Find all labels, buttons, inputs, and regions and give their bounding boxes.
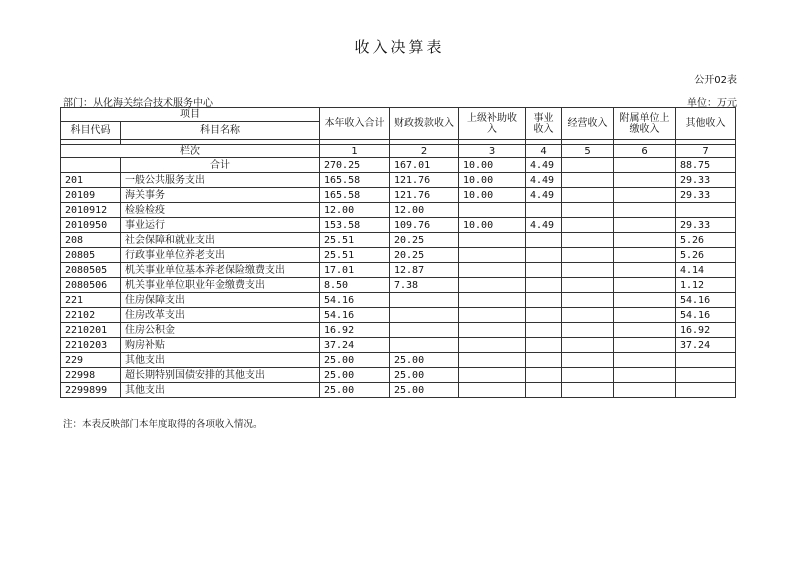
header-other: 其他收入 <box>676 108 736 140</box>
cell-operating <box>562 293 614 308</box>
cell-other: 54.16 <box>676 293 736 308</box>
cell-business <box>526 263 562 278</box>
cell-superior <box>459 308 526 323</box>
cell-name: 超长期特别国债安排的其他支出 <box>121 368 320 383</box>
cell-fiscal: 12.00 <box>390 203 459 218</box>
cell-business: 4.49 <box>526 173 562 188</box>
header-project: 项目 <box>61 108 320 122</box>
cell-code: 2010950 <box>61 218 121 233</box>
cell-code: 20109 <box>61 188 121 203</box>
cell-affiliate <box>614 323 676 338</box>
header-operating: 经营收入 <box>562 108 614 140</box>
cell-fiscal: 25.00 <box>390 368 459 383</box>
cell-affiliate <box>614 188 676 203</box>
cell-business: 4.49 <box>526 218 562 233</box>
cell-name: 事业运行 <box>121 218 320 233</box>
cell-superior: 10.00 <box>459 158 526 173</box>
form-code: 公开02表 <box>694 75 737 86</box>
cell-operating <box>562 338 614 353</box>
cell-superior <box>459 323 526 338</box>
cell-fiscal <box>390 338 459 353</box>
table-row <box>61 353 736 368</box>
cell-business <box>526 278 562 293</box>
cell-name: 住房公积金 <box>121 323 320 338</box>
cell-total: 37.24 <box>320 338 390 353</box>
header-code: 科目代码 <box>61 122 121 140</box>
cell-affiliate <box>614 308 676 323</box>
department-label: 部门：从化海关综合技术服务中心 <box>63 98 213 109</box>
column-index-row <box>61 145 736 158</box>
cell-affiliate <box>614 353 676 368</box>
cell-name: 购房补贴 <box>121 338 320 353</box>
cell-fiscal: 121.76 <box>390 188 459 203</box>
cell-affiliate <box>614 158 676 173</box>
cell-superior <box>459 233 526 248</box>
cell-code: 201 <box>61 173 121 188</box>
cell-business <box>526 368 562 383</box>
cell-other: 29.33 <box>676 188 736 203</box>
cell-other: 88.75 <box>676 158 736 173</box>
cell-total: 16.92 <box>320 323 390 338</box>
cell-code: 208 <box>61 233 121 248</box>
cell-fiscal: 20.25 <box>390 248 459 263</box>
cell-other: 37.24 <box>676 338 736 353</box>
cell-superior <box>459 383 526 398</box>
cell-other: 5.26 <box>676 233 736 248</box>
cell-total: 25.00 <box>320 368 390 383</box>
cell-name: 社会保障和就业支出 <box>121 233 320 248</box>
cell-name: 其他支出 <box>121 353 320 368</box>
income-table <box>60 107 736 398</box>
cell-affiliate <box>614 383 676 398</box>
cell-code: 22998 <box>61 368 121 383</box>
cell-name: 住房保障支出 <box>121 293 320 308</box>
cell-fiscal: 12.87 <box>390 263 459 278</box>
cell-fiscal: 20.25 <box>390 233 459 248</box>
cell-other: 16.92 <box>676 323 736 338</box>
cell-operating <box>562 263 614 278</box>
cell-other: 29.33 <box>676 173 736 188</box>
cell-operating <box>562 308 614 323</box>
cell-superior: 10.00 <box>459 188 526 203</box>
table-row <box>61 188 736 203</box>
cell-affiliate <box>614 293 676 308</box>
header-affiliate: 附属单位上缴收入 <box>614 108 676 140</box>
cell-code: 20805 <box>61 248 121 263</box>
column-index-label: 栏次 <box>61 145 320 158</box>
cell-affiliate <box>614 173 676 188</box>
cell-operating <box>562 323 614 338</box>
cell-fiscal <box>390 293 459 308</box>
cell-business <box>526 353 562 368</box>
table-row <box>61 278 736 293</box>
cell-total: 54.16 <box>320 293 390 308</box>
cell-affiliate <box>614 203 676 218</box>
cell-total: 165.58 <box>320 188 390 203</box>
cell-name: 机关事业单位基本养老保险缴费支出 <box>121 263 320 278</box>
cell-affiliate <box>614 218 676 233</box>
header-name: 科目名称 <box>121 122 320 140</box>
cell-fiscal <box>390 323 459 338</box>
cell-code: 22102 <box>61 308 121 323</box>
cell-other: 29.33 <box>676 218 736 233</box>
table-row <box>61 293 736 308</box>
cell-superior <box>459 368 526 383</box>
cell-name: 行政事业单位养老支出 <box>121 248 320 263</box>
cell-operating <box>562 248 614 263</box>
cell-operating <box>562 203 614 218</box>
cell-superior <box>459 248 526 263</box>
cell-name: 住房改革支出 <box>121 308 320 323</box>
total-row <box>61 158 736 173</box>
column-index-2: 2 <box>390 145 459 158</box>
cell-affiliate <box>614 233 676 248</box>
cell-other <box>676 368 736 383</box>
cell-business <box>526 233 562 248</box>
cell-operating <box>562 188 614 203</box>
table-row <box>61 383 736 398</box>
cell-operating <box>562 278 614 293</box>
cell-total: 54.16 <box>320 308 390 323</box>
table-row <box>61 218 736 233</box>
cell-superior <box>459 278 526 293</box>
cell-total: 270.25 <box>320 158 390 173</box>
cell-business <box>526 323 562 338</box>
cell-total: 8.50 <box>320 278 390 293</box>
cell-code: 221 <box>61 293 121 308</box>
cell-total: 25.51 <box>320 248 390 263</box>
cell-name: 海关事务 <box>121 188 320 203</box>
cell-superior <box>459 353 526 368</box>
cell-name: 合计 <box>121 158 320 173</box>
cell-other: 5.26 <box>676 248 736 263</box>
header-business: 事业收入 <box>526 108 562 140</box>
cell-business <box>526 308 562 323</box>
cell-fiscal: 25.00 <box>390 383 459 398</box>
cell-other <box>676 353 736 368</box>
cell-fiscal: 25.00 <box>390 353 459 368</box>
cell-code: 2010912 <box>61 203 121 218</box>
header-superior: 上级补助收入 <box>459 108 526 140</box>
cell-fiscal <box>390 308 459 323</box>
cell-operating <box>562 383 614 398</box>
cell-operating <box>562 368 614 383</box>
cell-code: 229 <box>61 353 121 368</box>
cell-affiliate <box>614 263 676 278</box>
cell-code: 2299899 <box>61 383 121 398</box>
cell-affiliate <box>614 368 676 383</box>
table-row <box>61 173 736 188</box>
cell-superior: 10.00 <box>459 218 526 233</box>
report-title: 收入决算表 <box>354 38 445 56</box>
cell-total: 165.58 <box>320 173 390 188</box>
table-row <box>61 263 736 278</box>
cell-name: 机关事业单位职业年金缴费支出 <box>121 278 320 293</box>
cell-fiscal: 167.01 <box>390 158 459 173</box>
table-row <box>61 368 736 383</box>
cell-code: 2210201 <box>61 323 121 338</box>
cell-fiscal: 121.76 <box>390 173 459 188</box>
cell-business <box>526 338 562 353</box>
cell-operating <box>562 173 614 188</box>
table-row <box>61 233 736 248</box>
table-row <box>61 203 736 218</box>
cell-operating <box>562 218 614 233</box>
cell-name: 一般公共服务支出 <box>121 173 320 188</box>
cell-name: 其他支出 <box>121 383 320 398</box>
cell-business: 4.49 <box>526 158 562 173</box>
column-index-4: 4 <box>526 145 562 158</box>
header-total: 本年收入合计 <box>320 108 390 140</box>
cell-other <box>676 383 736 398</box>
cell-operating <box>562 353 614 368</box>
cell-superior <box>459 203 526 218</box>
column-index-5: 5 <box>562 145 614 158</box>
cell-affiliate <box>614 338 676 353</box>
cell-code: 2080505 <box>61 263 121 278</box>
cell-code <box>61 158 121 173</box>
cell-other: 1.12 <box>676 278 736 293</box>
cell-affiliate <box>614 278 676 293</box>
cell-superior <box>459 293 526 308</box>
cell-code: 2210203 <box>61 338 121 353</box>
cell-business: 4.49 <box>526 188 562 203</box>
cell-superior <box>459 263 526 278</box>
header-fiscal: 财政拨款收入 <box>390 108 459 140</box>
cell-business <box>526 293 562 308</box>
cell-operating <box>562 158 614 173</box>
cell-business <box>526 383 562 398</box>
cell-other: 4.14 <box>676 263 736 278</box>
cell-business <box>526 203 562 218</box>
cell-other: 54.16 <box>676 308 736 323</box>
column-index-1: 1 <box>320 145 390 158</box>
cell-total: 25.00 <box>320 383 390 398</box>
cell-business <box>526 248 562 263</box>
column-index-3: 3 <box>459 145 526 158</box>
unit-label: 单位：万元 <box>687 98 737 109</box>
cell-fiscal: 7.38 <box>390 278 459 293</box>
cell-total: 25.51 <box>320 233 390 248</box>
cell-other <box>676 203 736 218</box>
cell-superior: 10.00 <box>459 173 526 188</box>
cell-affiliate <box>614 248 676 263</box>
cell-code: 2080506 <box>61 278 121 293</box>
cell-total: 25.00 <box>320 353 390 368</box>
cell-total: 153.58 <box>320 218 390 233</box>
table-row <box>61 308 736 323</box>
table-row <box>61 338 736 353</box>
cell-total: 12.00 <box>320 203 390 218</box>
table-row <box>61 248 736 263</box>
cell-fiscal: 109.76 <box>390 218 459 233</box>
cell-name: 检验检疫 <box>121 203 320 218</box>
column-index-7: 7 <box>676 145 736 158</box>
column-index-6: 6 <box>614 145 676 158</box>
table-row <box>61 323 736 338</box>
cell-operating <box>562 233 614 248</box>
footnote: 注：本表反映部门本年度取得的各项收入情况。 <box>63 419 263 430</box>
cell-superior <box>459 338 526 353</box>
cell-total: 17.01 <box>320 263 390 278</box>
